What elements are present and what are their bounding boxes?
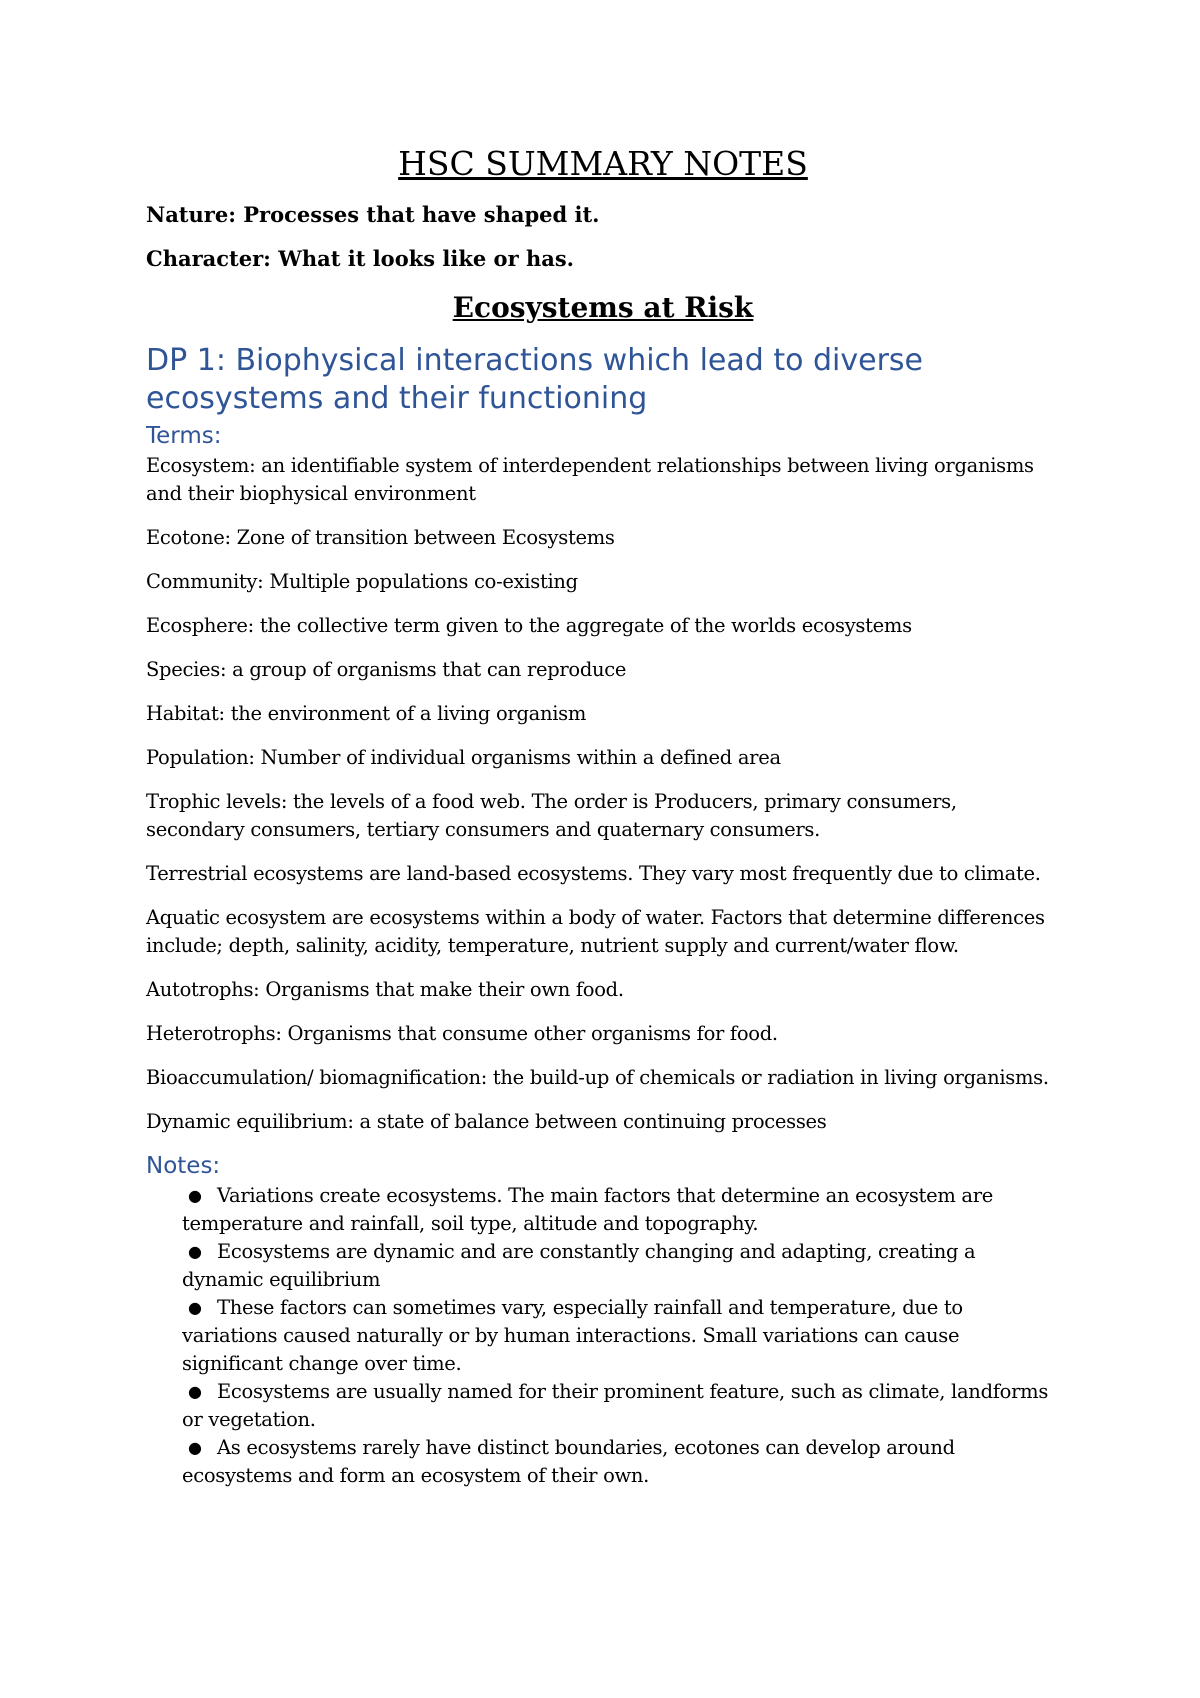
term-item: Trophic levels: the levels of a food web. The order is Producers, primary consumers, secondary consumers, tertiary consumers and quaternary consumers. xyxy=(146,790,957,842)
definition-label: Character: xyxy=(146,246,271,272)
term-item: Population: Number of individual organisms within a defined area xyxy=(146,746,781,770)
term-item: Ecotone: Zone of transition between Ecosystems xyxy=(146,526,615,550)
section-title: Ecosystems at Risk xyxy=(452,290,754,324)
notes-list xyxy=(146,1182,1060,1490)
terms-list xyxy=(146,452,1060,1136)
note-item xyxy=(182,1182,1060,1238)
note-text: These factors can sometimes vary, especially rainfall and temperature, due to variations caused naturally or by human interactions. Small variations can cause significant change over time. xyxy=(182,1296,963,1376)
term-item: Ecosphere: the collective term given to the aggregate of the worlds ecosystems xyxy=(146,614,912,638)
note-text: Ecosystems are dynamic and are constantly changing and adapting, creating a dynamic equilibrium xyxy=(182,1240,976,1292)
note-item xyxy=(182,1378,1060,1434)
note-item xyxy=(182,1434,1060,1490)
notes-heading: Notes: xyxy=(146,1153,221,1180)
term-item: Aquatic ecosystem are ecosystems within a body of water. Factors that determine differences include; depth, salinity, acidity, temperature, nutrient supply and current/water flow. xyxy=(146,906,1045,958)
definition-value: Processes that have shaped it. xyxy=(243,202,600,228)
note-item xyxy=(182,1238,1060,1294)
term-item: Terrestrial ecosystems are land-based ecosystems. They vary most frequently due to climate. xyxy=(146,862,1041,886)
term-item: Bioaccumulation/ biomagnification: the build-up of chemicals or radiation in living organisms. xyxy=(146,1066,1049,1090)
bullet-icon: ● xyxy=(188,1186,202,1206)
bullet-icon: ● xyxy=(188,1242,202,1262)
note-text: As ecosystems rarely have distinct boundaries, ecotones can develop around ecosystems and form an ecosystem of their own. xyxy=(182,1436,955,1488)
definition-label: Nature: xyxy=(146,202,236,228)
bullet-icon: ● xyxy=(188,1298,202,1318)
term-item: Heterotrophs: Organisms that consume other organisms for food. xyxy=(146,1022,778,1046)
definition-nature xyxy=(146,202,1060,227)
definition-character xyxy=(146,246,1060,271)
term-item: Ecosystem: an identifiable system of interdependent relationships between living organisms and their biophysical environment xyxy=(146,454,1034,506)
terms-heading: Terms: xyxy=(146,423,222,450)
term-item: Community: Multiple populations co-existing xyxy=(146,570,578,594)
note-item xyxy=(182,1294,1060,1378)
bullet-icon: ● xyxy=(188,1438,202,1458)
term-item: Species: a group of organisms that can reproduce xyxy=(146,658,627,682)
term-item: Dynamic equilibrium: a state of balance between continuing processes xyxy=(146,1110,827,1134)
term-item: Autotrophs: Organisms that make their own food. xyxy=(146,978,624,1002)
note-text: Variations create ecosystems. The main factors that determine an ecosystem are temperature and rainfall, soil type, altitude and topography. xyxy=(182,1184,994,1236)
definition-value: What it looks like or has. xyxy=(278,246,574,272)
document-title: HSC SUMMARY NOTES xyxy=(398,144,808,183)
note-text: Ecosystems are usually named for their prominent feature, such as climate, landforms or vegetation. xyxy=(182,1380,1049,1432)
term-item: Habitat: the environment of a living organism xyxy=(146,702,587,726)
dp-heading: DP 1: Biophysical interactions which lead to diverse ecosystems and their functioning xyxy=(146,343,924,417)
bullet-icon: ● xyxy=(188,1382,202,1402)
